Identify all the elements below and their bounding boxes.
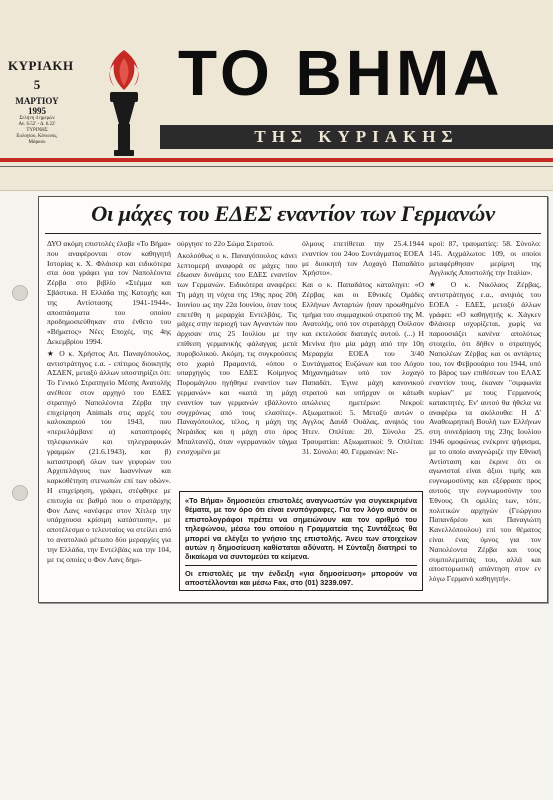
article-paragraph: κροί: 87, τραυματίες: 58. Σύνολο: 145. Αιχμάλωτοι: 109, οι οποίοι μεταφέρθησαν μερίμνη της Αγγλικής Αποστολής την Ιταλία». [429, 239, 541, 278]
almanac-line: Σελήνη 4 ημερών [19, 116, 55, 121]
article-paragraph: ούργησε το 22ο Σώμα Στρατού. [177, 239, 274, 248]
masthead-thin-rule [0, 166, 553, 167]
newspaper-title: ΤΟ ΒΗΜΑ [178, 37, 504, 109]
article-clipping [38, 196, 548, 603]
article-headline: Οι μάχες του ΕΔΕΣ εναντίον των Γερμανών [91, 201, 495, 226]
notice-divider [185, 565, 417, 566]
letters-policy-notice [179, 491, 423, 591]
almanac-line: ΤΥΡΙΝΗΣ [26, 128, 48, 133]
article-paragraph: ★ Ο κ. Χρήστος Απ. Παναγόπουλος, αντιστράτηγος ε.α. - επίτιμος διοικητής ΑΣΔΕΝ, μεταξύ άλλων υποστηρίζει ότι: Το Γενικό Στρατηγείο Μέσης Ανατολής ανέθεσε στον αρχηγό του ΕΔΕΣ στρατηγό Ναπολέοντα Ζέρβα την επιχείρηση Animals στις αρχές του καλοκαιριού του 1943, που «περιελάμβανε α) καταστροφές τηλεφωνικών και τηλεγραφικών γραμμών (21.6.1943), και β) καταστροφή όλων των γεφυρών του Αρχιπελάγους των Ιωαννίνων και καρκοθέτηση στενωπών επί των οδών». Η επιχείρηση, γράφει, στέφθηκε με επιτυχία σε βαθμό που ο στρατάρχης Φον Λανς «ανέφερε στον Χίτλερ την υπάρχουσα κρίσιμη κατάσταση», με αποτέλεσμα ο τελευταίος να στείλει από το ανατολικό μέτωπο δύο μεραρχίες για την Ελλάδα, την Εντελβάις και την 104, με τις οποίες ο Φον Λανς δημι- [47, 348, 171, 564]
notice-fax-text: Οι επιστολές με την ένδειξη «για δημοσίευση» μπορούν να αποστέλλονται και μέσω Fax, στο (01) 3239.097. [185, 568, 417, 588]
article-paragraph: ★ Ο κ. Νικόλαος Ζέρβας, αντιστράτηγος ε.α., ανιψιός του ΕΟΕΑ - ΕΔΕΣ, μεταξύ άλλων γράφει: «Ο καθηγητής κ. Χάγκεν Φλάισερ ισχυρίζεται, χωρίς να παρουσιάζει κανένα απολύτως στοιχείο, ότι δήθεν ο στρατηγός Ναπολέων Ζέρβας και οι αντάρτες του, τον Φεβρουάριο του 1944, υπό το βάρος των επιθέσεων του ΕΛΑΣ εναντίον τους, έκαναν "σιμφωνία κυρίων" με τους Γερμανούς κατακτητές. Εν' αυτού θα ήθελα να αναφέρω τα ακόλουθα: Η Δ' Αναθεωρητική Βουλή των Ελλήνων στη συνεδρίαση της 23ης Ιουλίου 1946 ομοφώνως ενέκρινε ψήφισμα, με το οποίο αναγνώριζε την Εθνική Αντίσταση και έκρινε ότι οι αγωνισταί είναι άξιοι τιμής και ευγνωμοσύνης και εξέφρασε προς αυτούς την ευγνωμοσύνην του Έθνους. Οι ομιλίες των, τότε, πολιτικών αρχηγών (Γεώργιου Παπανδρέου και Παναγιώτη Κανελλόπουλου) επί του θέματος είναι ένας ύμνος για τον Ναπολέοντα Ζέρβα και τους συμπολεμιστάς του, αλλά και αποστομωτική απάντηση στον εν λόγω Γερμανό καθηγητή». [429, 280, 541, 584]
newspaper-subtitle: ΤΗΣ ΚΥΡΙΑΚΗΣ [160, 125, 553, 149]
article-paragraph: όλμους επετίθεται την 25.4.1944 εναντίον του 24ου Συντάγματος ΕΟΕΑ με διοικητή τον Λοχαγό Παπαδάτο Χρήστο». [302, 239, 424, 278]
article-paragraph: Και ο κ. Παπαδάτος καταληγει: «Ο Ζέρβας και οι Εθνικές Ομάδες Ελλήνων Ανταρτών ήσαν προωθημένο τμήμα του συμμαχικού στρατού της Μ. Ανατολής, υπό τον στρατάρχη Ουίλσον και εκτελούσε διαταγές αυτού. (...) Η Μενίνα ήτο μία μάχη από την 10η Μεραρχία ΕΟΕΑ του 3/40 Συντάγματος Ευζώνων και του Λόχου Μηχανημάτων υπό τον λοχαγό Παπαδάτ. Έγινε μάχη κανονικού στρατού και υπήρχαν οι κάτωθι απώλειες ημετέρων: Νεκροί: Αξιωματικοί: 5. Μεταξύ αυτών ο Αγγλος Δαυίδ Ουάλας, ανιψιός του Ήτεν. Οπλίται: 20. Σύνολο 25. Τραυματίαι: Αξιωματικοί: 9. Οπλίται: 31. Σύνολο: 40. Γερμανών: Νε- [302, 280, 424, 456]
newspaper-masthead [0, 0, 553, 191]
notice-main-text: «Το Βήμα» δημοσιεύει επιστολές αναγνωστών για συγκεκριμένα θέματα, με τον όρο ότι είναι ενυπόγραφες. Για τον λόγο αυτόν οι επιστολογράφοι πρέπει να σημειώνουν και τον αριθμό του τηλεφώνου, μέσω του οποίου η Γραμματεία της Συντάξεως θα μπορεί να ελέγξει το γνήσιο της επιστολής. Άνευ των στοιχείων αυτών η δημοσίευση καθίσταται αδύνατη. Η Σύνταξη διατηρεί το δικαίωμα να συντομεύει τα κείμενα. [185, 496, 417, 562]
article-column-3 [302, 239, 424, 489]
issue-date [8, 58, 74, 146]
almanac-line: Αν. 6.52' - Δ. 6.22' [18, 122, 56, 127]
issue-month-year: ΜΑΡΤΙΟΥ 1995 [15, 96, 59, 116]
almanac-line: Ευλογίου, Κόνωνος, Μάρκου [16, 134, 58, 145]
issue-day: ΚΥΡΙΑΚΗ [8, 58, 74, 73]
binder-hole-icon [12, 485, 28, 501]
article-paragraph: ΔΥΟ ακόμη επιστολές έλαβε «Το Βήμα» που αναφέρονται στον καθηγητή Ιστορίας κ. Χ. Φλάισερ και ειδικότερα στα όσα γράφει για τον Ναπολέοντα Ζέρβα στο βιβλίο «Στέμμα και Σβάστικα. Η Ελλάδα της Κατοχής και της Αντίστασης 1941-1944», αποσπάσματα του οποίου προδημοσιεύθηκαν στο ένθετο του «Βήματος» Νέες Εποχές, της 4ης Δεκεμβρίου 1994. [47, 239, 171, 346]
torch-logo-icon [88, 46, 160, 158]
binder-hole-icon [12, 285, 28, 301]
masthead-red-rule [0, 158, 553, 162]
article-column-1 [47, 239, 171, 597]
article-paragraph: Ακολούθως ο κ. Παναγόπουλος κάνει λεπτομερή αναφορά σε μάχες που έδωσαν δυνάμεις του ΕΔΕΣ εναντίον των Γερμανών. Ειδικότερα αναφέρει: Τη μάχη τη νύχτα της 19ης προς 20ή Ιουνίου ως την 22α Ιουνίου, όταν τους επετέθη η μεραρχία Εντελβάις. Τις μάχες στην περιοχή των Αγναντών που άρχισαν στις 25 Ιουλίου με την επίθεση γερμανικής φάλαγγας μετά πυροβολικού. Ακόμη, τις συγκρούσεις στο χωριό Πραμαντά, «όπου ο υπαρχηγός του ΕΔΕΣ Κοίμηνος Πυρομάγλου ηγήθηκε εναντίον των γερμανών» και «κατά τη μάχη εναντίον των γερμανών εβάλλοντο συγχρόνως από τους ελασίτες». Παναγόπουλος, τέλος, η μάχη της Νεράιδας και η μάχη στο όρος Μπαλτανέζι, όταν «γερμανικόν τάγμα ενισχυμένο με [177, 250, 297, 456]
issue-day-number: 5 [33, 77, 41, 92]
article-column-4 [429, 239, 541, 597]
headline-rule [45, 233, 541, 234]
article-column-2 [177, 239, 297, 489]
